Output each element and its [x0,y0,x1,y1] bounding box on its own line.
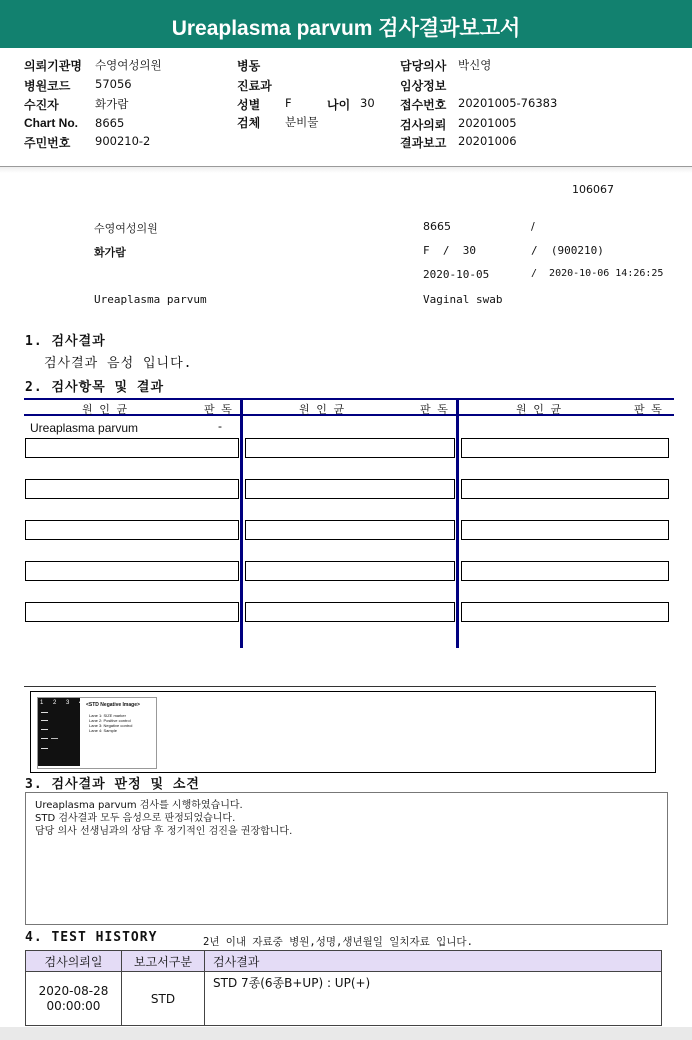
block-clinic: 수영여성의원 [94,222,158,235]
col1-pathogen-header: 원 인 균 [82,403,128,416]
block-date-received: 2020-10-05 [423,268,490,281]
empty-cell [461,479,669,499]
hospital-code-value: 57056 [95,77,132,91]
section4-title: 4. TEST HISTORY [25,930,158,945]
gel-band [41,712,48,713]
gel-band [41,720,48,721]
gel-band [51,738,58,739]
patient-name-value: 화가람 [95,97,129,111]
history-date: 2020-08-28 [38,983,109,998]
section2-title: 2. 검사항목 및 결과 [25,380,165,395]
block-separator: / [531,220,535,233]
col2-judge-header: 판 독 [420,403,448,416]
grid-col-divider-2 [456,398,459,648]
empty-cell [245,438,455,458]
referring-clinic-label: 의뢰기관명 [24,59,82,73]
age-label: 나이 [327,98,351,112]
gel-caption-legend [89,713,132,733]
receipt-no-value: 20201005-76383 [458,96,558,110]
gel-caption-lane4: Lane 4: Sample [89,728,118,733]
empty-cell [245,602,455,622]
empty-cell [25,479,239,499]
referring-clinic-value: 수영여성의원 [95,58,162,72]
empty-cell [245,479,455,499]
block-chart: 8665 [423,220,451,233]
history-row [26,972,662,1026]
section3-title: 3. 검사결과 판정 및 소견 [25,777,200,792]
request-date-label: 검사의뢰 [400,118,447,132]
dept-label: 진료과 [237,79,272,93]
doctor-value: 박신영 [458,58,492,72]
history-time: 00:00:00 [46,998,101,1013]
history-header-row [26,951,662,972]
empty-cell [25,520,239,540]
empty-cell [25,438,239,458]
divider-shadow [0,167,692,173]
col2-pathogen-header: 원 인 균 [299,403,345,416]
resident-no-label: 주민번호 [24,136,71,150]
gel-caption-lane3: Lane 3: Negative control [89,723,133,728]
col3-judge-header: 판 독 [634,403,662,416]
report-title: Ureaplasma parvum 검사결과보고서 [0,0,692,48]
empty-cell [25,561,239,581]
opinion-box [25,792,668,925]
sex-value: F [285,96,292,110]
block-patient: 화가람 [94,246,126,259]
history-type: STD [122,972,205,1026]
grid-top-rule [24,398,674,400]
specimen-label: 검체 [237,116,261,130]
empty-cell [461,561,669,581]
resident-no-value: 900210-2 [95,134,151,148]
request-date-value: 20201005 [458,116,517,130]
history-header-type: 보고서구분 [122,951,205,972]
age-value: 30 [360,96,375,110]
receipt-no-label: 접수번호 [400,98,447,112]
col1-judge-header: 판 독 [204,403,232,416]
block-sex-age: F / 30 [423,244,476,257]
gel-band [41,729,48,730]
hospital-code-label: 병원코드 [24,79,71,93]
gel-caption-lane1: Lane 1: SIZE marker [89,713,126,718]
empty-cell [245,561,455,581]
col3-pathogen-header: 원 인 균 [516,403,562,416]
gel-band [41,738,48,739]
clinical-info-label: 임상정보 [400,79,447,93]
report-number: 106067 [572,183,614,196]
sex-label: 성별 [237,98,261,112]
empty-cell [25,602,239,622]
history-table [25,950,662,1026]
section1-title: 1. 검사결과 [25,334,106,349]
empty-cell [461,438,669,458]
first-pathogen-result: - [218,419,222,433]
block-test-name: Ureaplasma parvum [94,293,207,306]
gel-top-rule [24,686,656,687]
page-bottom-bar [0,1027,692,1040]
gel-caption-lane2: Lane 2: Positive control [89,718,131,723]
block-birth: / (900210) [531,244,604,257]
gel-lane-numbers: 1 2 3 4 [40,700,87,706]
grid-col-divider-1 [240,398,243,648]
history-date-cell [26,972,122,1026]
specimen-value: 분비물 [285,115,319,129]
doctor-label: 담당의사 [400,59,447,73]
gel-electrophoresis-strip [38,698,80,766]
first-pathogen-name: Ureaplasma parvum [30,421,139,435]
gel-band [41,748,48,749]
section1-result-text: 검사결과 음성 입니다. [44,356,193,371]
ward-label: 병동 [237,59,261,73]
patient-name-label: 수진자 [24,98,59,112]
opinion-line: Ureaplasma parvum 검사를 시행하였습니다. [35,800,243,811]
opinion-line: STD 검사결과 모두 음성으로 판정되었습니다. [35,813,236,824]
history-result: STD 7종(6종B+UP) : UP(+) [205,972,662,1026]
history-header-result: 검사결과 [205,951,662,972]
gel-caption-title: <STD Negative Image> [86,702,140,708]
chart-no-label: Chart No. [24,116,78,130]
block-specimen: Vaginal swab [423,293,503,306]
report-date-label: 결과보고 [400,136,447,150]
report-date-value: 20201006 [458,134,517,148]
empty-cell [245,520,455,540]
empty-cell [461,520,669,540]
opinion-line: 담당 의사 선생님과의 상담 후 정기적인 검진을 권장합니다. [35,826,293,837]
history-note: 2년 이내 자료중 병원,성명,생년월일 일치자료 입니다. [203,936,473,948]
chart-no-value: 8665 [95,116,125,130]
empty-cell [461,602,669,622]
block-date-reported: / 2020-10-06 14:26:25 [531,268,664,279]
history-header-date: 검사의뢰일 [26,951,122,972]
